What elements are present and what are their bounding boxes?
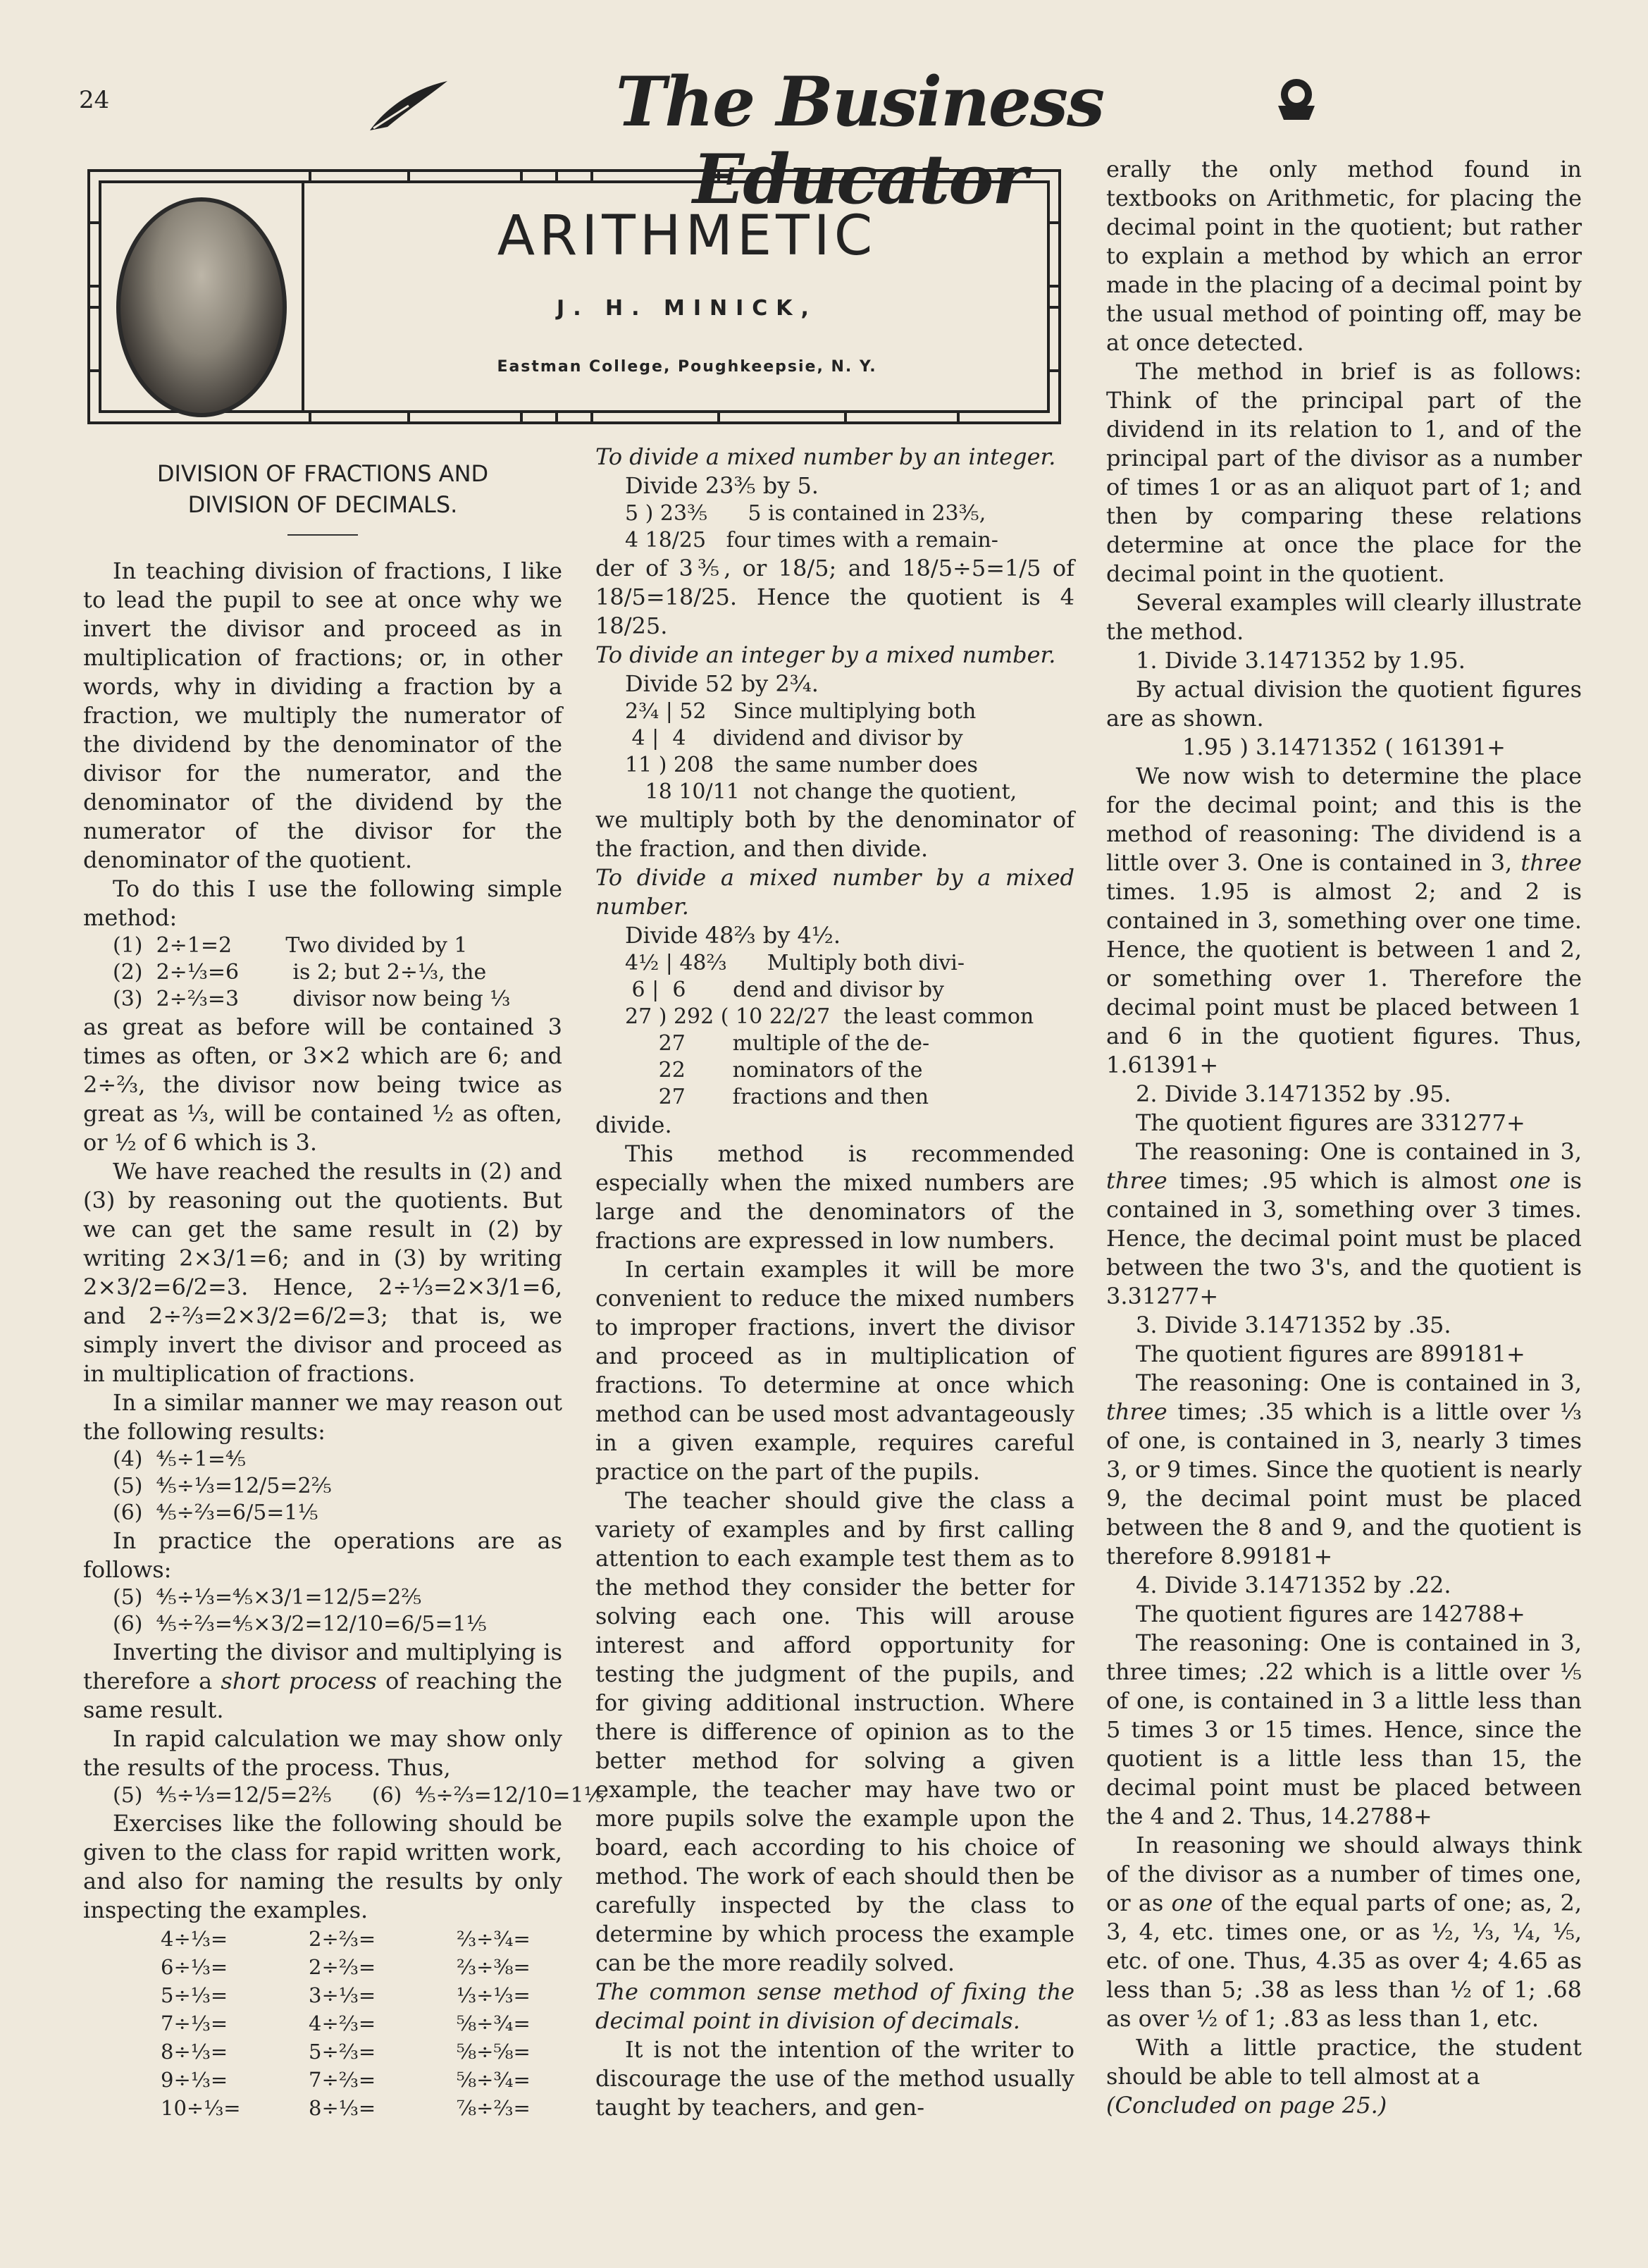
paragraph: In teaching division of fractions, I like to lead the pupil to see at once why we invert the divisor and proceed as in multiplication of fractions; or, in other words, why in dividing a fraction by a fraction, we multiply the numerator of the dividend by the denominator of the divisor for the numerator, and the denominator of the dividend by the numerator of the divisor for the denominator of the quotient. xyxy=(83,557,562,873)
equation: (6) ⅘÷⅔=⅘×3/2=12/10=6/5=1⅕ xyxy=(113,1612,487,1637)
exercise: ⅝÷¾= xyxy=(457,2011,531,2035)
worked-example: 22 nominators of the xyxy=(625,1058,923,1083)
exercise: 2÷⅔= xyxy=(309,1927,376,1951)
paragraph: Exercises like the following should be given to the class for rapid written work, and also for naming the results by only inspecting the examples. xyxy=(83,1810,562,1923)
masthead-title: The Business Educator xyxy=(615,62,1104,219)
worked-example: 27 ) 292 ( 10 22/27 the least common xyxy=(625,1004,1034,1029)
exercise: 10÷⅓= xyxy=(161,2096,241,2120)
subheading: To divide an integer by a mixed number. xyxy=(595,641,1056,668)
exercise: 8÷⅓= xyxy=(161,2040,228,2064)
exercise: 9÷⅓= xyxy=(161,2068,228,2092)
exercise: ⅓÷⅓= xyxy=(457,1983,531,2007)
paragraph: In reasoning we should always think of the divisor as a number of times one, or as one of the equal parts of one; as, 2, 3, 4, etc. times one, or as ½, ⅓, ¼, ⅕, etc. of one. Thus, 4.35 as over 4; 4.65 as less than 5; .38 as less than ½ of 1; .68 as over ½ of 1; .83 as less than 1, etc. xyxy=(1106,1832,1582,2032)
worked-example: 4 18/25 four times with a remain- xyxy=(625,528,998,553)
author-portrait xyxy=(116,197,287,417)
worked-example: 4½ | 48⅔ Multiply both divi- xyxy=(625,951,965,975)
paragraph: Divide 48⅔ by 4½. xyxy=(625,922,841,949)
exercise: ⅝÷¾= xyxy=(457,2068,531,2092)
paragraph: In rapid calculation we may show only the results of the process. Thus, xyxy=(83,1725,562,1781)
paragraph: The quotient figures are 142788+ xyxy=(1136,1601,1525,1627)
worked-example: 5 ) 23⅗ 5 is contained in 23⅗, xyxy=(625,501,986,526)
paragraph: der of 3⅗, or 18/5; and 18/5÷5=1/5 of 18/5=18/25. Hence the quotient is 4 18/25. xyxy=(595,555,1074,639)
paragraph: By actual division the quotient figures are as shown. xyxy=(1106,676,1582,732)
exercise: 7÷⅔= xyxy=(309,2068,376,2092)
equation: (1) 2÷1=2 Two divided by 1 xyxy=(113,933,468,958)
exercise: 5÷⅓= xyxy=(161,1983,228,2007)
exercise: 8÷⅓= xyxy=(309,2096,376,2120)
equation: (5) ⅘÷⅓=⅘×3/1=12/5=2⅖ xyxy=(113,1585,422,1610)
paragraph: This method is recommended especially when the mixed numbers are large and the denominators of the fractions are expressed in low numbers. xyxy=(595,1140,1074,1254)
paragraph: To do this I use the following simple method: xyxy=(83,875,562,931)
divider xyxy=(287,534,358,536)
paragraph: The reasoning: One is contained in 3, three times; .22 which is a little over ⅕ of one, is contained in 3 a little less than 5 times 3 or 15 times. Hence, since the quotient is a little less than 15, the decimal point must be placed between the 4 and 2. Thus, 14.2788+ xyxy=(1106,1629,1582,1830)
paragraph: The teacher should give the class a variety of examples and by first calling attention to each example test them as to the method they consider the better for solving each one. This will arouse interest and afford opportunity for testing the judgment of the pupils, and for giving additional instruction. Where there is difference of opinion as to the better method for solving a given example, the teacher may have two or more pupils solve the example upon the board, each according to his choice of method. The work of each should then be carefully inspected by the class to determine by which process the example can be the more readily solved. xyxy=(595,1487,1074,1976)
exercise: ⅔÷⅜= xyxy=(457,1955,531,1979)
paragraph: The reasoning: One is contained in 3, three times; .95 which is almost one is contained in 3, something over 3 times. Hence, the decimal point must be placed between the two 3's, and the quotient is 3.31277+ xyxy=(1106,1138,1582,1309)
exercise: ⅞÷⅔= xyxy=(457,2096,531,2120)
paragraph: erally the only method found in textbooks on Arithmetic, for placing the decimal point in the quotient; but rather to explain a method by which an error made in the placing of a decimal point by the usual method of pointing off, may be at once detected. xyxy=(1106,156,1582,356)
page-number: 24 xyxy=(79,86,110,114)
column-3 xyxy=(1106,155,1582,2120)
exercise: ⅔÷¾= xyxy=(457,1927,531,1951)
paragraph: It is not the intention of the writer to discourage the use of the method usually taught by teachers, and gen- xyxy=(595,2036,1074,2121)
paragraph: The reasoning: One is contained in 3, three times; .35 which is a little over ⅓ of one, is contained in 3, nearly 3 times 3, or 9 times. Since the quotient is nearly 9, the decimal point must be placed between the 8 and 9, and the quotient is therefore 8.99181+ xyxy=(1106,1369,1582,1570)
paragraph: Inverting the divisor and multiplying is therefore a short process of reaching the same result. xyxy=(83,1639,563,1723)
paragraph: 3. Divide 3.1471352 by .35. xyxy=(1136,1312,1451,1338)
worked-example: 4 | 4 dividend and divisor by xyxy=(625,726,963,751)
paragraph: The quotient figures are 331277+ xyxy=(1136,1109,1525,1136)
exercise: 5÷⅔= xyxy=(309,2040,376,2064)
paragraph: In practice the operations are as follows: xyxy=(83,1527,562,1583)
subheading: To divide a mixed number by an integer. xyxy=(595,443,1056,470)
continued-note: (Concluded on page 25.) xyxy=(1106,2092,1387,2119)
exercise: 6÷⅓= xyxy=(161,1955,228,1979)
paragraph: With a little practice, the student should be able to tell almost at a xyxy=(1106,2034,1582,2090)
paragraph: Several examples will clearly illustrate the method. xyxy=(1106,589,1582,645)
paragraph: In certain examples it will be more convenient to reduce the mixed numbers to improper fractions, invert the divisor and proceed as in multiplication of fractions. To determine at once which method can be used most advantageously in a given example, requires careful practice on the part of the pupils. xyxy=(595,1256,1074,1485)
worked-example: 6 | 6 dend and divisor by xyxy=(625,978,944,1002)
emblem-icon xyxy=(1268,70,1325,127)
equation: (5) ⅘÷⅓=12/5=2⅖ xyxy=(113,1474,332,1498)
subheading: To divide a mixed number by a mixed number. xyxy=(595,864,1074,920)
subheading: The common sense method of fixing the decimal point in division of decimals. xyxy=(595,1978,1074,2034)
column-1 xyxy=(83,458,605,2122)
paragraph: we multiply both by the denominator of the fraction, and then divide. xyxy=(595,806,1074,862)
paragraph: We have reached the results in (2) and (3) by reasoning out the quotients. But we can get the same result in (2) by writing 2×3/1=6; and in (3) by writing 2×3/2=6/2=3. Hence, 2÷⅓=2×3/1=6, and 2÷⅔=2×3/2=6/2=3; that is, we simply invert the divisor and proceed as in multiplication of fractions. xyxy=(83,1158,562,1387)
equation: (6) ⅘÷⅔=6/5=1⅕ xyxy=(113,1500,318,1525)
exercise: 4÷⅓= xyxy=(161,1927,228,1951)
worked-example: 27 multiple of the de- xyxy=(625,1031,930,1056)
paragraph: Divide 23⅗ by 5. xyxy=(625,472,819,499)
exercise: 7÷⅓= xyxy=(161,2011,228,2035)
equation: (4) ⅘÷1=⅘ xyxy=(113,1447,247,1472)
equation: (3) 2÷⅔=3 divisor now being ⅓ xyxy=(113,987,511,1011)
equation: (5) ⅘÷⅓=12/5=2⅖ (6) ⅘÷⅔=12/10=1⅕ xyxy=(113,1783,605,1808)
author-affiliation: Eastman College, Poughkeepsie, N. Y. xyxy=(497,358,877,376)
exercise: 2÷⅔= xyxy=(309,1955,376,1979)
paragraph: The method in brief is as follows: Think of the principal part of the dividend in its relation to 1, and of the principal part of the divisor as a number of times 1 or as an aliquot part of 1; and then by comparing these relations determine at once the place for the decimal point in the quotient. xyxy=(1106,358,1582,587)
masthead xyxy=(366,62,1339,219)
worked-example: 27 fractions and then xyxy=(625,1085,929,1109)
exercise: 3÷⅓= xyxy=(309,1983,376,2007)
quill-icon xyxy=(366,78,451,134)
paragraph: We now wish to determine the place for the decimal point; and this is the method of reasoning: The dividend is a little over 3. One is contained in 3, three times. 1.95 is almost 2; and 2 is contained in 3, something over one time. Hence, the quotient is between 1 and 2, or something over 1. Therefore the decimal point must be placed between 1 and 6 in the quotient figures. Thus, 1.61391+ xyxy=(1106,763,1582,1078)
equation: (2) 2÷⅓=6 is 2; but 2÷⅓, the xyxy=(113,960,487,985)
article-heading: DIVISION OF FRACTIONS AND DIVISION OF DECIMALS. xyxy=(156,460,489,518)
paragraph: 4. Divide 3.1471352 by .22. xyxy=(1136,1572,1451,1598)
exercise: 4÷⅔= xyxy=(309,2011,376,2035)
paragraph: divide. xyxy=(595,1111,672,1138)
paragraph: In a similar manner we may reason out the following results: xyxy=(83,1389,562,1445)
exercise-grid xyxy=(83,1925,562,2122)
paragraph: 2. Divide 3.1471352 by .95. xyxy=(1136,1080,1451,1107)
paragraph: 1. Divide 3.1471352 by 1.95. xyxy=(1136,647,1466,674)
worked-example: 2¾ | 52 Since multiplying both xyxy=(625,699,977,724)
paragraph: as great as before will be contained 3 times as often, or 3×2 which are 6; and 2÷⅔, the divisor now being twice as great as ⅓, will be contained ½ as often, or ½ of 6 which is 3. xyxy=(83,1013,562,1156)
column-2 xyxy=(595,443,1074,2122)
section-title: ARITHMETIC xyxy=(497,204,877,268)
paragraph: Divide 52 by 2¾. xyxy=(625,670,819,697)
worked-example: 18 10/11 not change the quotient, xyxy=(625,779,1017,804)
author-name: J. H. MINICK, xyxy=(557,296,817,321)
exercise: ⅝÷⅝= xyxy=(457,2040,531,2064)
worked-example: 1.95 ) 3.1471352 ( 161391+ xyxy=(1182,734,1506,760)
paragraph: The quotient figures are 899181+ xyxy=(1136,1341,1525,1367)
worked-example: 11 ) 208 the same number does xyxy=(625,753,978,777)
